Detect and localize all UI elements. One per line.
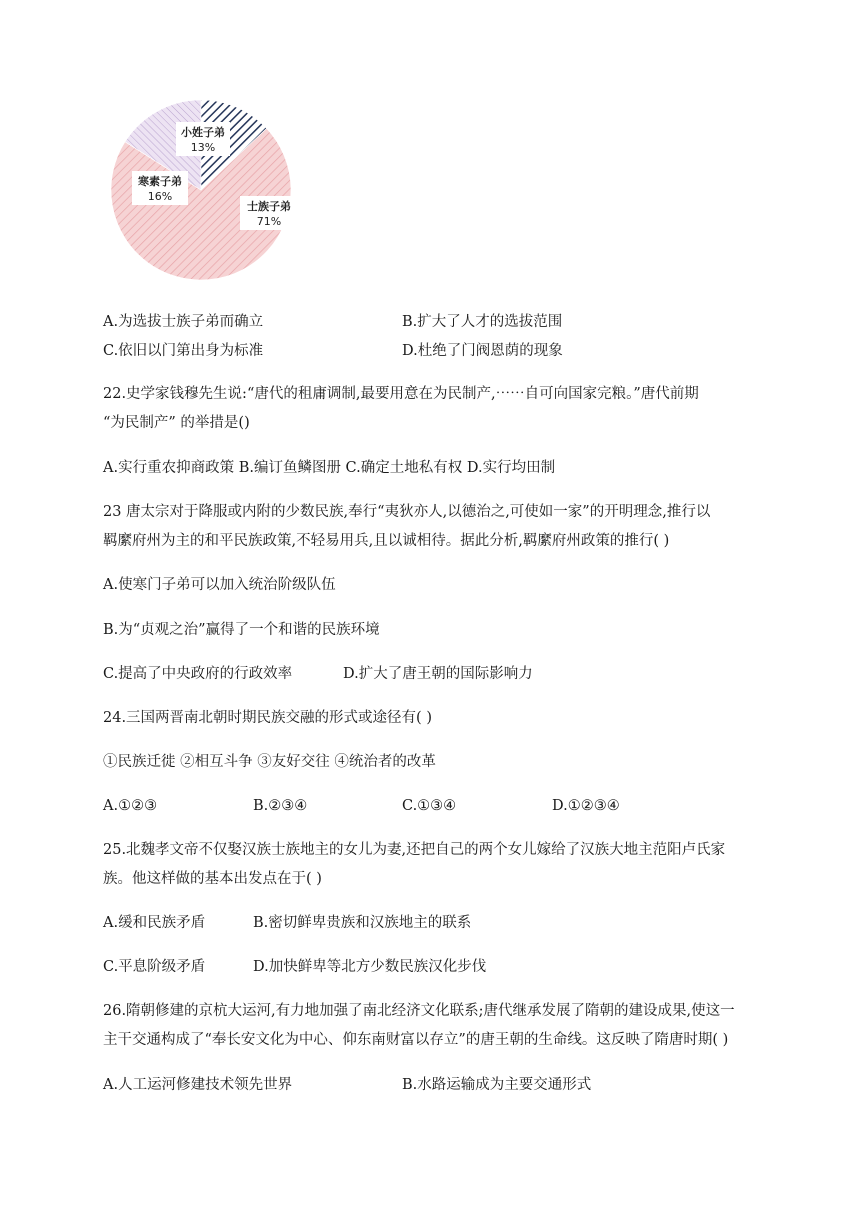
q24-option-a: A.①②③ [103, 798, 158, 814]
q26-stem-line2: 主干交通构成了“奉长安文化为中心、仰东南财富以存立”的唐王朝的生命线。这反映了隋唐时期( ) [103, 1032, 729, 1048]
slice-label: 寒素子弟 [138, 175, 182, 188]
pie-chart [100, 98, 300, 284]
q23-stem-line1: 23 唐太宗对于降服或内附的少数民族,奉行“夷狄亦人,以德治之,可使如一家”的开明理念,推行以 [103, 504, 711, 520]
slice-label: 小姓子弟 [181, 126, 225, 139]
q25-option-c: C.平息阶级矛盾 [103, 959, 206, 975]
q22-stem-line2: “为民制产” 的举措是() [103, 415, 250, 431]
q23-option-b: B.为“贞观之治”赢得了一个和谐的民族环境 [103, 622, 380, 638]
q24-option-b: B.②③④ [253, 798, 308, 814]
q24-option-c: C.①③④ [402, 798, 457, 814]
q23-option-a: A.使寒门子弟可以加入统治阶级队伍 [103, 577, 336, 593]
q26-option-b: B.水路运输成为主要交通形式 [402, 1077, 592, 1093]
q24-items: ①民族迁徙 ②相互斗争 ③友好交往 ④统治者的改革 [103, 754, 436, 770]
q25-option-b: B.密切鲜卑贵族和汉族地主的联系 [253, 915, 472, 931]
q24-stem: 24.三国两晋南北朝时期民族交融的形式或途径有( ) [103, 710, 432, 726]
q24-option-d: D.①②③④ [552, 798, 620, 814]
q23-option-d: D.扩大了唐王朝的国际影响力 [343, 666, 533, 682]
q26-option-a: A.人工运河修建技术领先世界 [103, 1077, 293, 1093]
q21-option-b: B.扩大了人才的选拔范围 [402, 314, 563, 330]
q22-stem-line1: 22.史学家钱穆先生说:“唐代的租庸调制,最要用意在为民制产,⋯⋯自可向国家完粮。”唐代前期 [103, 386, 699, 402]
slice-value-label: 16% [147, 190, 173, 203]
q21-option-d: D.杜绝了门阀恩荫的现象 [402, 343, 563, 359]
q23-option-c: C.提高了中央政府的行政效率 [103, 666, 293, 682]
q22-options: A.实行重农抑商政策 B.编订鱼鳞图册 C.确定土地私有权 D.实行均田制 [103, 460, 556, 476]
q21-option-a: A.为选拔士族子弟而确立 [103, 314, 264, 330]
q25-option-d: D.加快鲜卑等北方少数民族汉化步伐 [253, 959, 487, 975]
q25-option-a: A.缓和民族矛盾 [103, 915, 206, 931]
q25-stem-line1: 25.北魏孝文帝不仅娶汉族士族地主的女儿为妻,还把自己的两个女儿嫁给了汉族大地主范阳卢氏家 [103, 842, 726, 858]
slice-label: 士族子弟 [247, 200, 291, 213]
q21-option-c: C.依旧以门第出身为标准 [103, 343, 264, 359]
q26-stem-line1: 26.隋朝修建的京杭大运河,有力地加强了南北经济文化联系;唐代继承发展了隋朝的建设成果,使这一 [103, 1003, 735, 1019]
q25-stem-line2: 族。他这样做的基本出发点在于( ) [103, 871, 322, 887]
q23-stem-line2: 羁縻府州为主的和平民族政策,不轻易用兵,且以诚相待。据此分析,羁縻府州政策的推行( ) [103, 533, 670, 549]
slice-value-label: 71% [256, 215, 282, 228]
slice-value-label: 13% [190, 141, 216, 154]
